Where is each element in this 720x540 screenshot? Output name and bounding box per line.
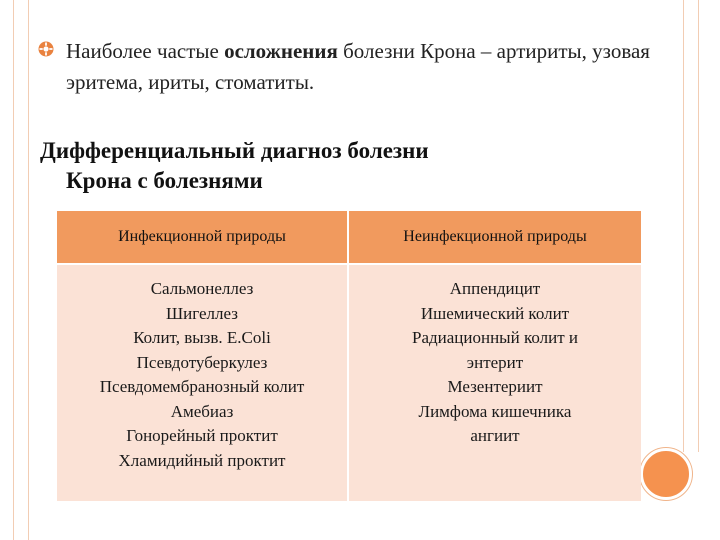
section-heading (40, 136, 640, 196)
list-item: Сальмонеллез (150, 279, 254, 298)
list-item: Шигеллез (166, 303, 238, 323)
infectious-list (57, 264, 348, 501)
list-item: Колит, вызв. E.Coli (133, 328, 271, 347)
left-frame-border (13, 0, 29, 540)
list-item: Псевдотуберкулез (136, 352, 268, 372)
decorative-circle (640, 448, 692, 500)
list-item: Радиационный колит и (412, 328, 578, 347)
list-item: Псевдомембранозный колит (99, 377, 305, 396)
list-item: Аппендицит (449, 279, 541, 298)
bullet-text (66, 36, 658, 98)
bullet-text-start: Наиболее частые (66, 39, 225, 63)
list-item: Хламидийный проктит (118, 450, 286, 470)
header-noninfectious: Неинфекционной природы (348, 211, 641, 264)
table-row (57, 264, 641, 501)
header-infectious: Инфекционной природы (57, 211, 348, 264)
bullet-point (38, 36, 658, 98)
list-item: Лимфома кишечника (418, 401, 572, 421)
list-item: Мезентериит (447, 377, 543, 396)
diagnosis-table (57, 211, 641, 501)
noninfectious-list (348, 264, 641, 501)
table-header-row (57, 211, 641, 264)
bullet-text-end: болезни Крона – артириты, узовая эритема, ириты, стоматиты. (66, 39, 650, 94)
list-item: Гонорейный проктит (126, 426, 278, 445)
bullet-text-bold: осложнения (224, 39, 338, 63)
bullet-icon (38, 41, 54, 57)
right-frame-border (683, 0, 699, 452)
list-item: Амебиаз (170, 401, 234, 421)
list-item: ангиит (470, 426, 520, 445)
heading-line-2: Крона с болезнями (66, 168, 263, 193)
list-item: Ишемический колит (420, 303, 570, 323)
heading-line-1: Дифференциальный диагноз болезни (40, 138, 429, 163)
list-item: энтерит (466, 352, 524, 372)
